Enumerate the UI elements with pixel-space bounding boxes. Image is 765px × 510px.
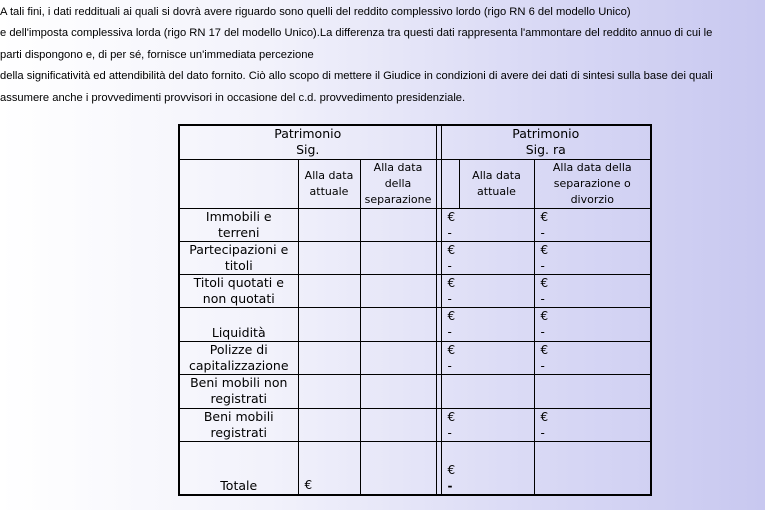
total-value-cell[interactable] bbox=[298, 441, 360, 495]
value-cell[interactable] bbox=[360, 274, 436, 307]
value-cell[interactable] bbox=[441, 341, 534, 374]
euro-sign: € bbox=[447, 242, 456, 257]
dash: - bbox=[447, 358, 452, 373]
patrimony-table bbox=[178, 124, 652, 496]
euro-sign: € bbox=[447, 275, 456, 290]
left-patrimony-header: Patrimonio Sig. bbox=[179, 125, 436, 159]
paragraph-line: parti dispongono e, di per sé, fornisce un'immediata percezione bbox=[0, 48, 314, 61]
euro-sign: € bbox=[447, 308, 456, 323]
value-cell[interactable] bbox=[534, 408, 651, 441]
intro-paragraph bbox=[0, 4, 765, 111]
value-cell[interactable] bbox=[298, 241, 360, 274]
value-cell[interactable] bbox=[441, 374, 534, 408]
row-label-liquidita: Liquidità bbox=[179, 307, 298, 341]
euro-sign: € bbox=[540, 409, 549, 424]
dash: - bbox=[447, 258, 452, 273]
dash: - bbox=[540, 425, 545, 440]
value-cell[interactable] bbox=[360, 208, 436, 241]
dash: - bbox=[447, 479, 453, 493]
dash: - bbox=[447, 425, 452, 440]
right-divorce-date-header: Alla data della separazione o divorzio bbox=[534, 159, 651, 208]
left-current-date-header: Alla data attuale bbox=[298, 159, 360, 208]
value-cell[interactable] bbox=[298, 307, 360, 341]
row-label-polizze: Polizze di capitalizzazione bbox=[179, 341, 298, 374]
right-current-date-header: Alla data attuale bbox=[459, 159, 534, 208]
euro-sign: € bbox=[540, 308, 549, 323]
value-cell[interactable] bbox=[441, 208, 534, 241]
value-cell[interactable] bbox=[534, 441, 651, 495]
row-label-beni-registrati: Beni mobili registrati bbox=[179, 408, 298, 441]
paragraph-line: assumere anche i provvedimenti provvisori in occasione del c.d. provvedimento presidenziale. bbox=[0, 91, 466, 104]
row-label-totale: Totale bbox=[179, 441, 298, 495]
value-cell[interactable] bbox=[534, 374, 651, 408]
euro-sign: € bbox=[304, 478, 313, 492]
value-cell[interactable] bbox=[360, 374, 436, 408]
euro-sign: € bbox=[447, 342, 456, 357]
row-label-immobili: Immobili e terreni bbox=[179, 208, 298, 241]
value-cell[interactable] bbox=[360, 241, 436, 274]
gap-cell bbox=[441, 159, 459, 208]
row-label-partecipazioni: Partecipazioni e titoli bbox=[179, 241, 298, 274]
value-cell[interactable] bbox=[360, 408, 436, 441]
value-cell[interactable] bbox=[360, 441, 436, 495]
dash: - bbox=[447, 291, 452, 306]
dash: - bbox=[540, 225, 545, 240]
value-cell[interactable] bbox=[534, 341, 651, 374]
paragraph-line: e dell'imposta complessiva lorda (rigo RN 17 del modello Unico).La differenza tra questi dati rappresenta l'ammontare del reddito annuo di cui le bbox=[0, 27, 713, 40]
dash: - bbox=[540, 258, 545, 273]
value-cell[interactable] bbox=[298, 341, 360, 374]
paragraph-line: della significatività ed attendibilità del dato fornito. Ciò allo scopo di mettere il Giudice in condizioni di avere dei dati di sintesi sulla base dei quali bbox=[0, 70, 713, 83]
value-cell[interactable] bbox=[534, 307, 651, 341]
value-cell[interactable] bbox=[298, 208, 360, 241]
left-separation-date-header: Alla data della separazione bbox=[360, 159, 436, 208]
dash: - bbox=[447, 225, 452, 240]
euro-sign: € bbox=[540, 242, 549, 257]
value-cell[interactable] bbox=[441, 307, 534, 341]
row-label-beni-non-registrati: Beni mobili non registrati bbox=[179, 374, 298, 408]
value-cell[interactable] bbox=[298, 374, 360, 408]
euro-sign: € bbox=[540, 209, 549, 224]
value-cell[interactable] bbox=[360, 341, 436, 374]
value-cell[interactable] bbox=[441, 408, 534, 441]
euro-sign: € bbox=[447, 463, 456, 477]
euro-sign: € bbox=[447, 209, 456, 224]
value-cell[interactable] bbox=[441, 241, 534, 274]
label-column-header bbox=[179, 159, 298, 208]
value-cell[interactable] bbox=[360, 307, 436, 341]
row-label-titoli: Titoli quotati e non quotati bbox=[179, 274, 298, 307]
paragraph-line: A tali fini, i dati reddituali ai quali si dovrà avere riguardo sono quelli del reddito complessivo lordo (rigo RN 6 del modello Unico) bbox=[0, 6, 631, 18]
dash: - bbox=[540, 358, 545, 373]
total-value-cell[interactable] bbox=[441, 441, 534, 495]
euro-sign: € bbox=[540, 342, 549, 357]
value-cell[interactable] bbox=[441, 274, 534, 307]
dash: - bbox=[447, 324, 452, 339]
euro-sign: € bbox=[540, 275, 549, 290]
euro-sign: € bbox=[447, 409, 456, 424]
dash: - bbox=[540, 324, 545, 339]
value-cell[interactable] bbox=[298, 274, 360, 307]
right-patrimony-header: Patrimonio Sig. ra bbox=[441, 125, 651, 159]
value-cell[interactable] bbox=[298, 408, 360, 441]
value-cell[interactable] bbox=[534, 208, 651, 241]
dash: - bbox=[540, 291, 545, 306]
value-cell[interactable] bbox=[534, 241, 651, 274]
value-cell[interactable] bbox=[534, 274, 651, 307]
